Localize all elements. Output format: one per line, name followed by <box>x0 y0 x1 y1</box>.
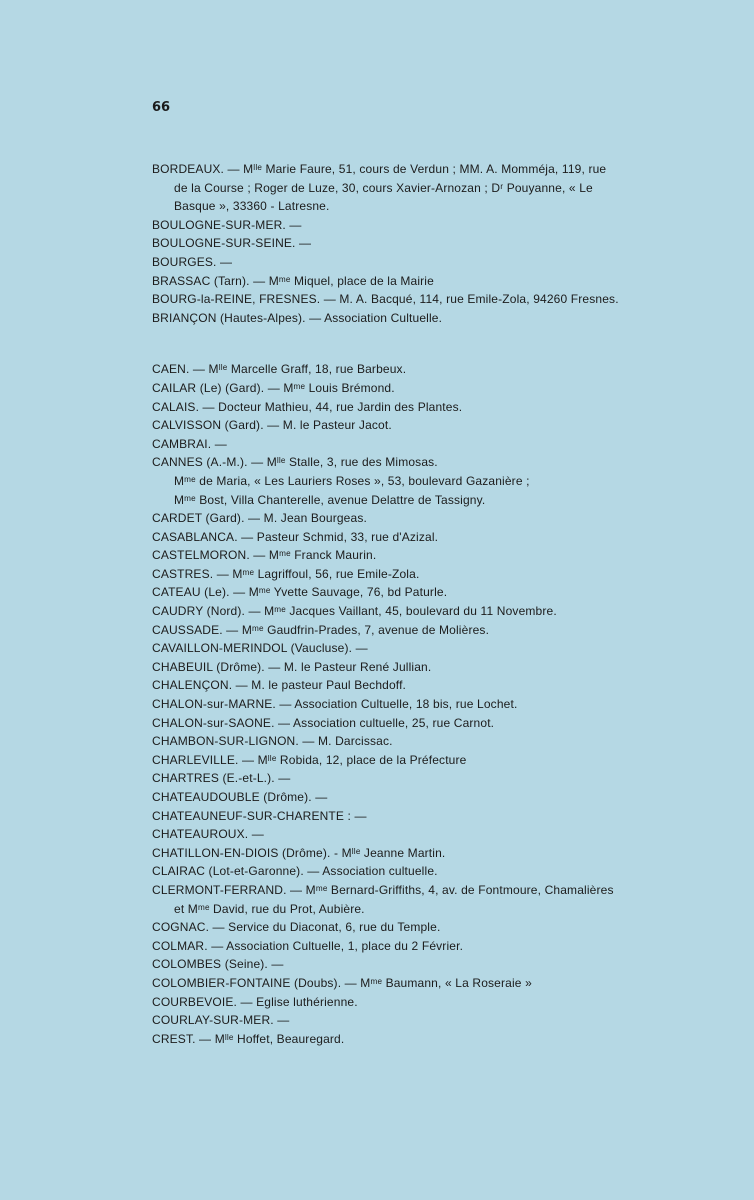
directory-entry: COLOMBES (Seine). — <box>152 957 284 972</box>
directory-entry: CHALENÇON. — M. le pasteur Paul Bechdoff. <box>152 678 407 693</box>
directory-entry: BOURGES. — <box>152 254 233 269</box>
directory-entry: CHATILLON-EN-DIOIS (Drôme). - Mˡˡᵉ Jeanne Martin. <box>152 845 446 860</box>
directory-entry: BOULOGNE-SUR-SEINE. — <box>152 236 312 251</box>
directory-entry-continuation: Mᵐᵉ de Maria, « Les Lauriers Roses », 53, boulevard Gazanière ; <box>174 473 530 488</box>
directory-entry: COURBEVOIE. — Eglise luthérienne. <box>152 994 358 1009</box>
directory-entry: COLMAR. — Association Cultuelle, 1, place du 2 Février. <box>152 938 464 953</box>
directory-entry: CHABEUIL (Drôme). — M. le Pasteur René Jullian. <box>152 659 432 674</box>
directory-entry: CALAIS. — Docteur Mathieu, 44, rue Jardin des Plantes. <box>152 399 463 414</box>
directory-entry: CASTELMORON. — Mᵐᵉ Franck Maurin. <box>152 548 377 563</box>
directory-entry: CAILAR (Le) (Gard). — Mᵐᵉ Louis Brémond. <box>152 380 395 395</box>
directory-entry: BORDEAUX. — Mˡˡᵉ Marie Faure, 51, cours de Verdun ; MM. A. Momméja, 119, rue <box>152 162 607 176</box>
directory-entry: CATEAU (Le). — Mᵐᵉ Yvette Sauvage, 76, bd Paturle. <box>152 585 448 600</box>
directory-entry: CASTRES. — Mᵐᵉ Lagriffoul, 56, rue Emile-Zola. <box>152 566 420 581</box>
directory-entry: CHATEAUROUX. — <box>152 827 264 842</box>
directory-entry-continuation: de la Course ; Roger de Luze, 30, cours Xavier-Arnozan ; Dʳ Pouyanne, « Le <box>174 180 593 195</box>
directory-entry: CAMBRAI. — <box>152 436 227 451</box>
correspondents-directory <box>152 160 682 1048</box>
directory-entry-continuation: Mᵐᵉ Bost, Villa Chanterelle, avenue Delattre de Tassigny. <box>174 492 486 507</box>
page-number: 66 <box>152 100 171 115</box>
directory-entry: BRASSAC (Tarn). — Mᵐᵉ Miquel, place de la Mairie <box>152 273 434 288</box>
directory-entry: CHALON-sur-MARNE. — Association Cultuelle, 18 bis, rue Lochet. <box>152 697 518 712</box>
directory-entry: CALVISSON (Gard). — M. le Pasteur Jacot. <box>152 418 392 433</box>
directory-entry: CAEN. — Mˡˡᵉ Marcelle Graff, 18, rue Barbeux. <box>152 362 407 377</box>
directory-entry: CHAMBON-SUR-LIGNON. — M. Darcissac. <box>152 734 393 749</box>
directory-entry: CARDET (Gard). — M. Jean Bourgeas. <box>152 511 367 526</box>
directory-entry: CHATEAUNEUF-SUR-CHARENTE : — <box>152 808 367 823</box>
directory-entry: CHALON-sur-SAONE. — Association cultuelle, 25, rue Carnot. <box>152 715 495 730</box>
directory-entry: COLOMBIER-FONTAINE (Doubs). — Mᵐᵉ Baumann, « La Roseraie » <box>152 975 532 990</box>
directory-entry: CANNES (A.-M.). — Mˡˡᵉ Stalle, 3, rue des Mimosas. <box>152 455 438 470</box>
directory-entry: CHARTRES (E.-et-L.). — <box>152 771 291 786</box>
directory-entry: CLERMONT-FERRAND. — Mᵐᵉ Bernard-Griffiths, 4, av. de Fontmoure, Chamalières <box>152 882 614 897</box>
directory-entry: COURLAY-SUR-MER. — <box>152 1013 290 1028</box>
directory-entry: CAVAILLON-MERINDOL (Vaucluse). — <box>152 641 368 656</box>
directory-entry: CLAIRAC (Lot-et-Garonne). — Association cultuelle. <box>152 864 438 879</box>
directory-entry: CHARLEVILLE. — Mˡˡᵉ Robida, 12, place de la Préfecture <box>152 752 467 767</box>
directory-entry: CASABLANCA. — Pasteur Schmid, 33, rue d'Azizal. <box>152 529 439 544</box>
directory-entry: COGNAC. — Service du Diaconat, 6, rue du Temple. <box>152 920 441 935</box>
directory-entry: CAUDRY (Nord). — Mᵐᵉ Jacques Vaillant, 45, boulevard du 11 Novembre. <box>152 604 557 619</box>
directory-entry: CAUSSADE. — Mᵐᵉ Gaudfrin-Prades, 7, avenue de Molières. <box>152 622 490 637</box>
directory-entry-continuation: Basque », 33360 - Latresne. <box>174 199 330 214</box>
directory-entry: BOULOGNE-SUR-MER. — <box>152 217 302 232</box>
directory-entry-continuation: et Mᵐᵉ David, rue du Prot, Aubière. <box>174 901 365 916</box>
directory-entry: CREST. — Mˡˡᵉ Hoffet, Beauregard. <box>152 1031 345 1046</box>
directory-entry: CHATEAUDOUBLE (Drôme). — <box>152 790 328 804</box>
directory-entry: BRIANÇON (Hautes-Alpes). — Association Cultuelle. <box>152 310 443 325</box>
directory-entry: BOURG-la-REINE, FRESNES. — M. A. Bacqué, 114, rue Emile-Zola, 94260 Fresnes. <box>152 292 619 307</box>
